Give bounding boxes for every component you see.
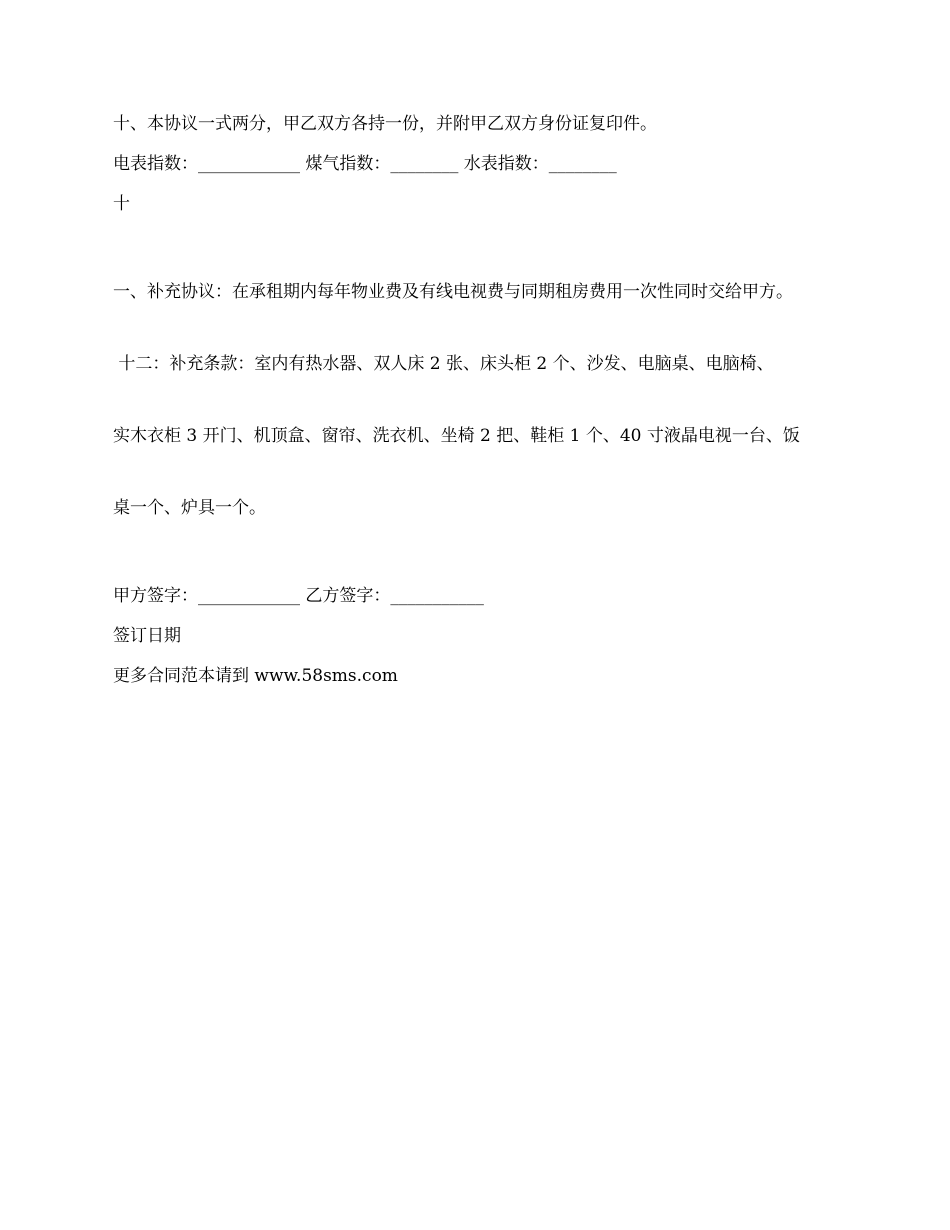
clause-11-prefix: 十 bbox=[113, 194, 130, 214]
clause-line: 实木衣柜 3 开门、机顶盒、窗帘、洗衣机、坐椅 2 把、鞋柜 1 个、40 寸液晶电视一台、饭 bbox=[113, 426, 800, 446]
clause-line: 一、补充协议：在承租期内每年物业费及有线电视费与同期租房费用一次性同时交给甲方。 bbox=[113, 282, 793, 302]
document-page bbox=[113, 112, 853, 704]
clause-line: 十二：补充条款：室内有热水器、双人床 2 张、床头柜 2 个、沙发、电脑桌、电脑椅、 bbox=[113, 354, 774, 374]
clause-11-12-body bbox=[113, 232, 853, 568]
meter-readings: 电表指数：____________ 煤气指数：________ 水表指数：________ bbox=[113, 154, 617, 174]
signature-line: 甲方签字：____________ 乙方签字：___________ bbox=[113, 586, 484, 606]
sign-date-label: 签订日期 bbox=[113, 626, 181, 646]
clause-line: 桌一个、炉具一个。 bbox=[113, 498, 266, 518]
clause-10: 十、本协议一式两分，甲乙双方各持一份，并附甲乙双方身份证复印件。 bbox=[113, 114, 657, 134]
footer-link[interactable]: 更多合同范本请到 www.58sms.com bbox=[113, 666, 398, 686]
